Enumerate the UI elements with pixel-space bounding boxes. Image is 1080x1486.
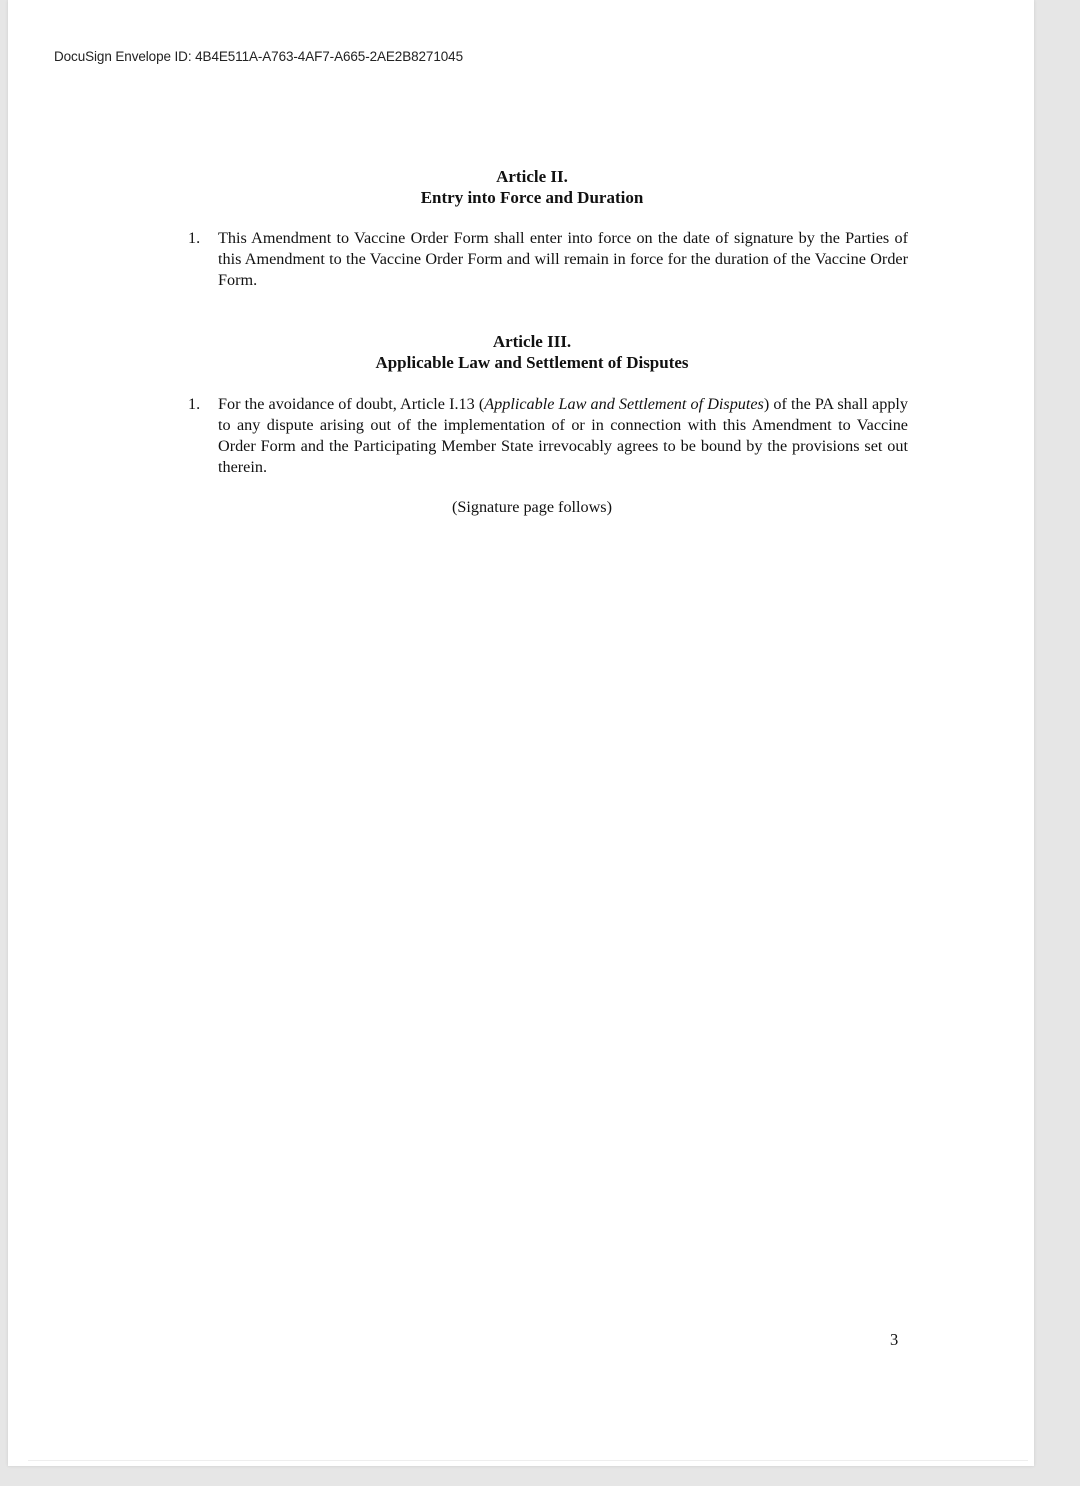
article-3-number: Article III. [492,332,572,351]
clause-text [218,394,908,478]
docusign-envelope-id: DocuSign Envelope ID: 4B4E511A-A763-4AF7-A665-2AE2B8271045 [54,49,463,64]
article-3-heading [8,331,1034,373]
clause-text-after: ) of the PA shall apply to any dispute arising out of the implementation of or in connection with this Amendment to Vaccine Order Form and the Participating Member State irrevocably agrees to be bound by the provisions set out therein. [218,395,909,476]
clause-number: 1. [188,395,201,413]
clause-number: 1. [188,229,201,247]
clause-text: This Amendment to Vaccine Order Form shall enter into force on the date of signature by the Parties of this Amendment to the Vaccine Order Form and will remain in force for the duration of the Vaccine Order Form. [218,229,908,289]
article-2-heading [8,166,1034,208]
article-3-title: Applicable Law and Settlement of Disputes [375,353,689,372]
clause-text-before: For the avoidance of doubt, Article I.13 ( [218,395,485,413]
page-bottom-edge [28,1460,1028,1461]
article-3-clause-1 [188,394,908,478]
signature-page-follows-note: (Signature page follows) [451,498,613,516]
article-2-number: Article II. [496,167,568,186]
article-2-title: Entry into Force and Duration [420,188,644,207]
clause-text-italic: Applicable Law and Settlement of Disputes [484,395,764,413]
document-page [8,0,1034,1466]
page-number: 3 [890,1330,899,1349]
article-2-clause-1 [188,228,908,291]
